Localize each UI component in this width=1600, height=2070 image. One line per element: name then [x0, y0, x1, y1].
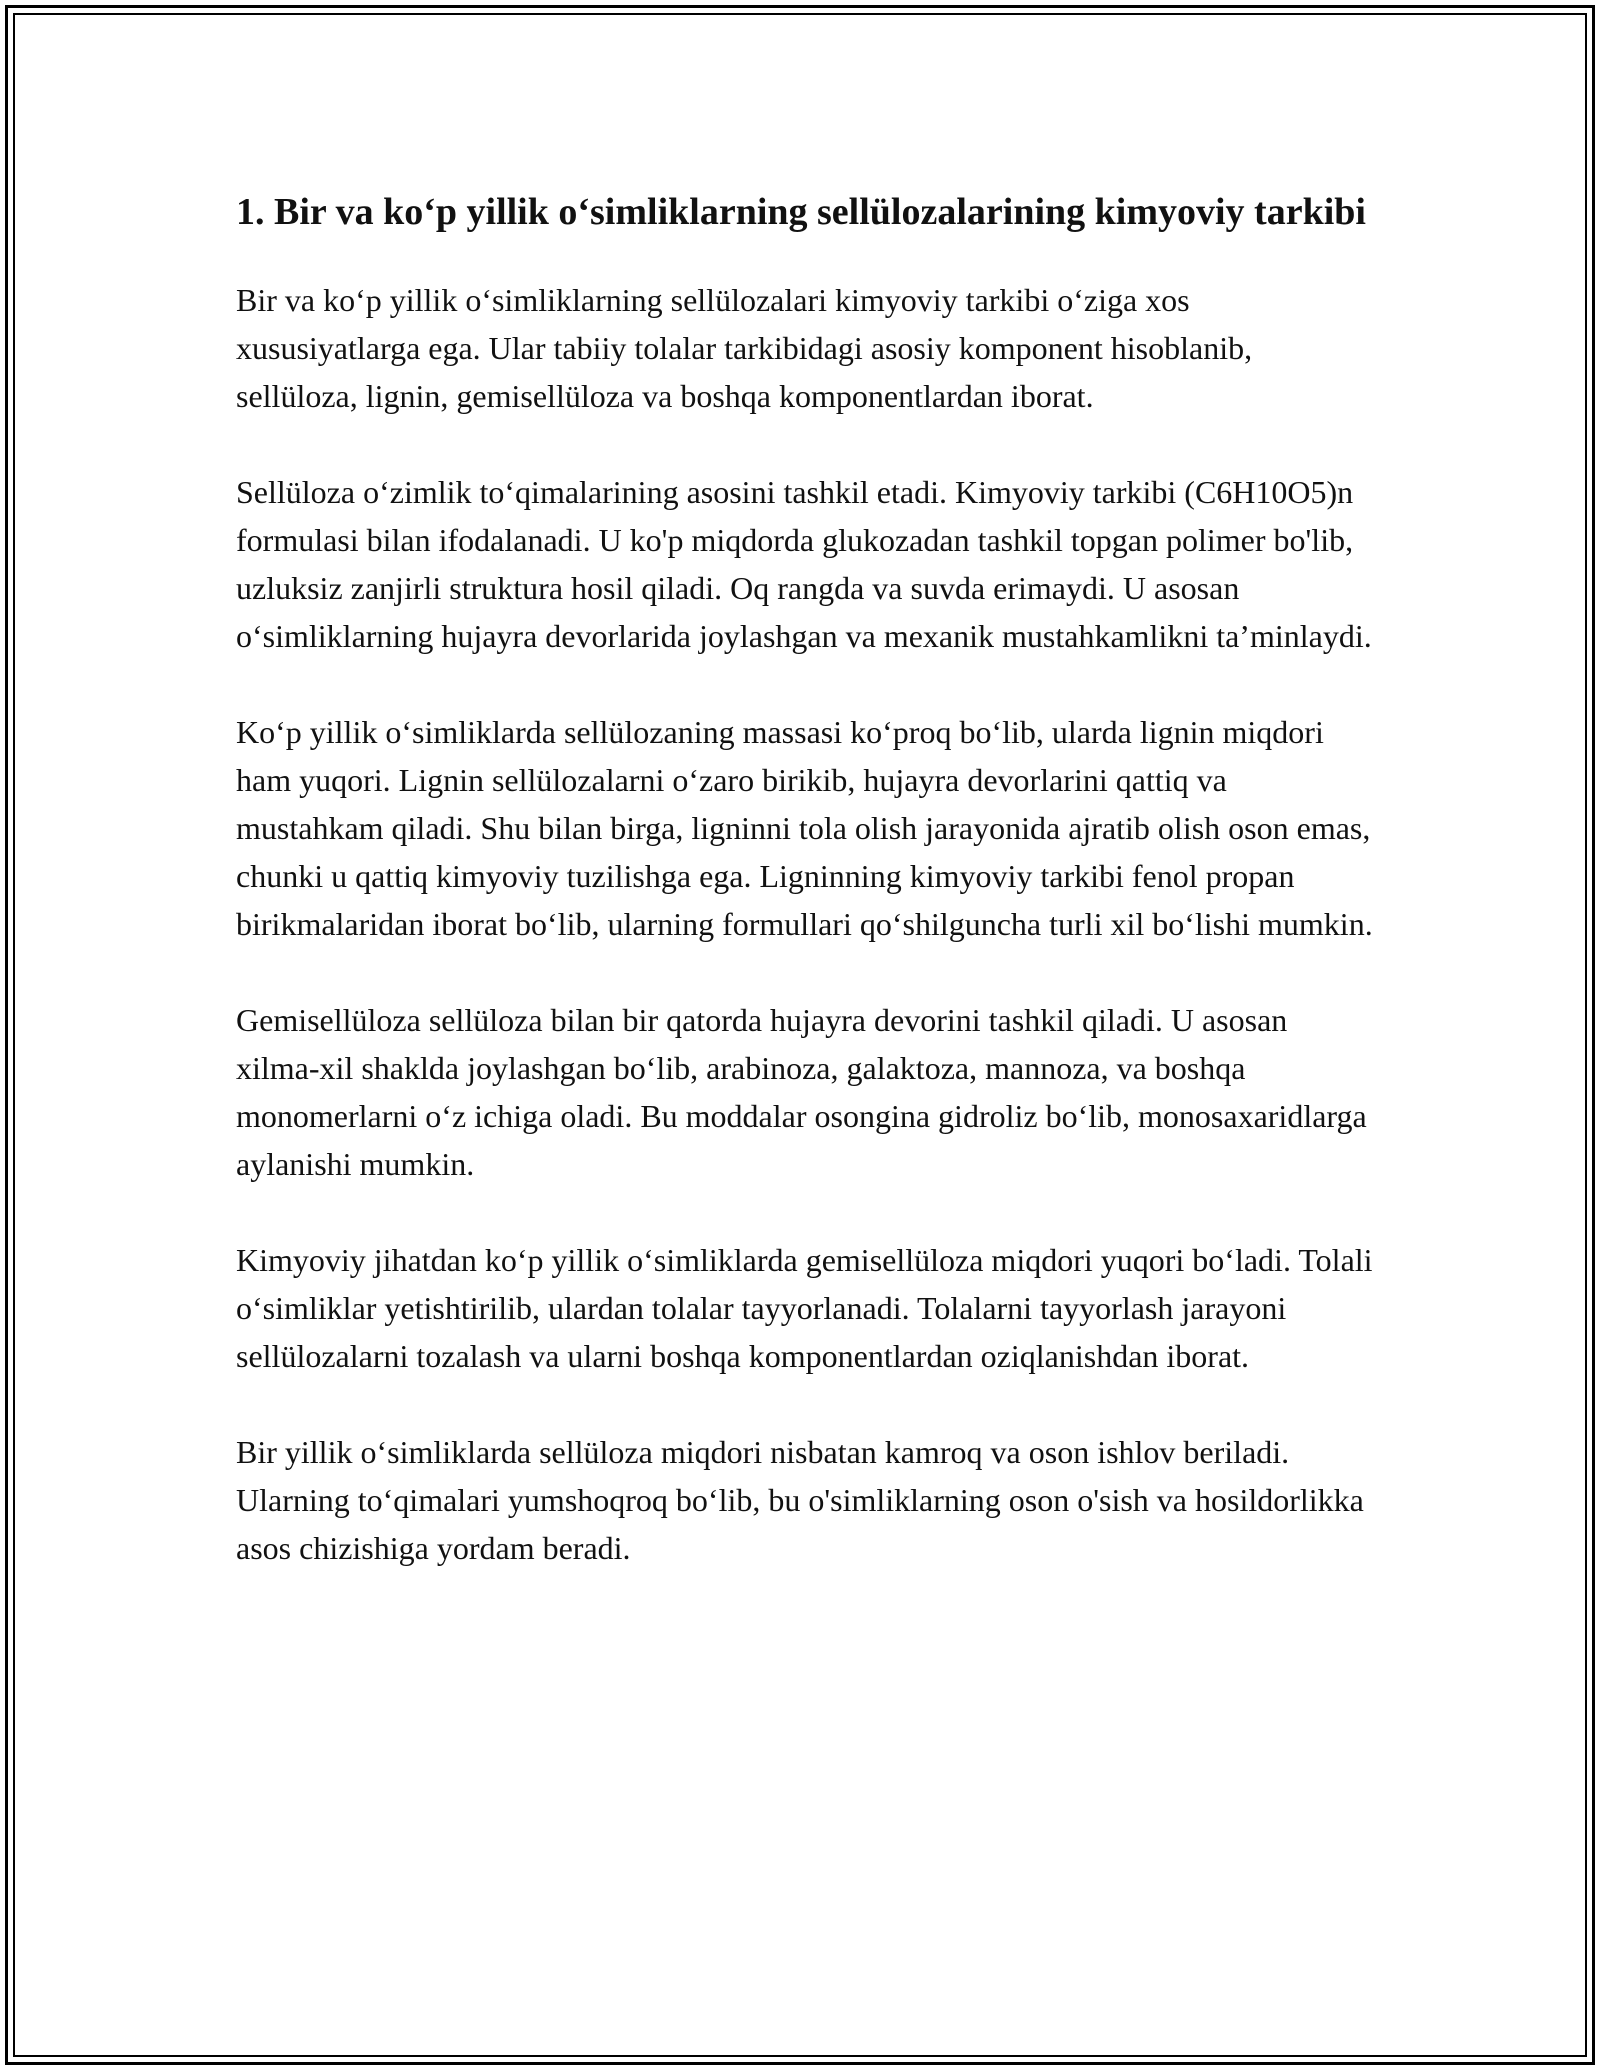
- paragraph-hemicellulose: Gemisellüloza sellüloza bilan bir qatorda hujayra devorini tashkil qiladi. U asosan xilma-xil shakldа joylashgan bo‘lib, arabinoza, galaktoza, mannoza, va boshqa monomerlarni o‘z ichiga oladi. Bu moddalar osongina gidroliz bo‘lib, monosaxaridlarga aylanishi mumkin.: [236, 1002, 1367, 1182]
- paragraph-lignin: Ko‘p yillik o‘simliklarda sellülozaning massasi ko‘proq bo‘lib, ularda lignin miqdori ham yuqori. Lignin sellülozalarni o‘zaro birikib, hujayra devorlarini qattiq va mustahkam qiladi. Shu bilan birga, ligninni tola olish jarayonida ajratib olish oson emas, chunki u qattiq kimyoviy tuzilishga ega. Ligninning kimyoviy tarkibi fenol propan birikmalaridan iborat bo‘lib, ularning formullari qo‘shilguncha turli xil bo‘lishi mumkin.: [236, 714, 1373, 942]
- paragraph-intro: Bir va ko‘p yillik o‘simliklarning sellülozalari kimyoviy tarkibi o‘ziga xos xususiyatlarga ega. Ular tabiiy tolalar tarkibidagi asosiy komponent hisoblanib, sellüloza, lignin, gemisellüloza va boshqa komponentlardan iborat.: [236, 282, 1253, 414]
- paragraph-annual: Bir yillik o‘simliklarda sellüloza miqdori nisbatan kamroq va oson ishlov beriladi. Ularning to‘qimalari yumshoqroq bo‘lib, bu o'simliklarning oson o'sish va hosildorlikka asos chizishiga yordam beradi.: [236, 1434, 1364, 1566]
- paragraph-cellulose: Sellüloza o‘zimlik to‘qimalarining asosini tashkil etadi. Kimyoviy tarkibi (C6H10O5)n formulasi bilan ifodalanadi. U ko'p miqdorda glukozadan tashkil topgan polimer bo'lib, uzluksiz zanjirli struktura hosil qiladi. Oq rangda va suvda erimaydi. U asosan o‘simliklarning hujayra devorlarida joylashgan va mexanik mustahkamlikni ta’minlaydi.: [236, 474, 1372, 654]
- section-heading: 1. Bir va ko‘p yillik o‘simliklarning sellülozalarining kimyoviy tarkibi: [236, 191, 1366, 233]
- paragraph-perennial: Kimyoviy jihatdan ko‘p yillik o‘simliklarda gemisellüloza miqdori yuqori bo‘ladi. Tolali o‘simliklar yetishtirilib, ulardan tolalar tayyorlanadi. Tolalarni tayyorlash jarayoni sellülozalarni tozalash va ularni boshqa komponentlardan oziqlanishdan iborat.: [236, 1242, 1373, 1374]
- document-body: [236, 186, 1374, 1620]
